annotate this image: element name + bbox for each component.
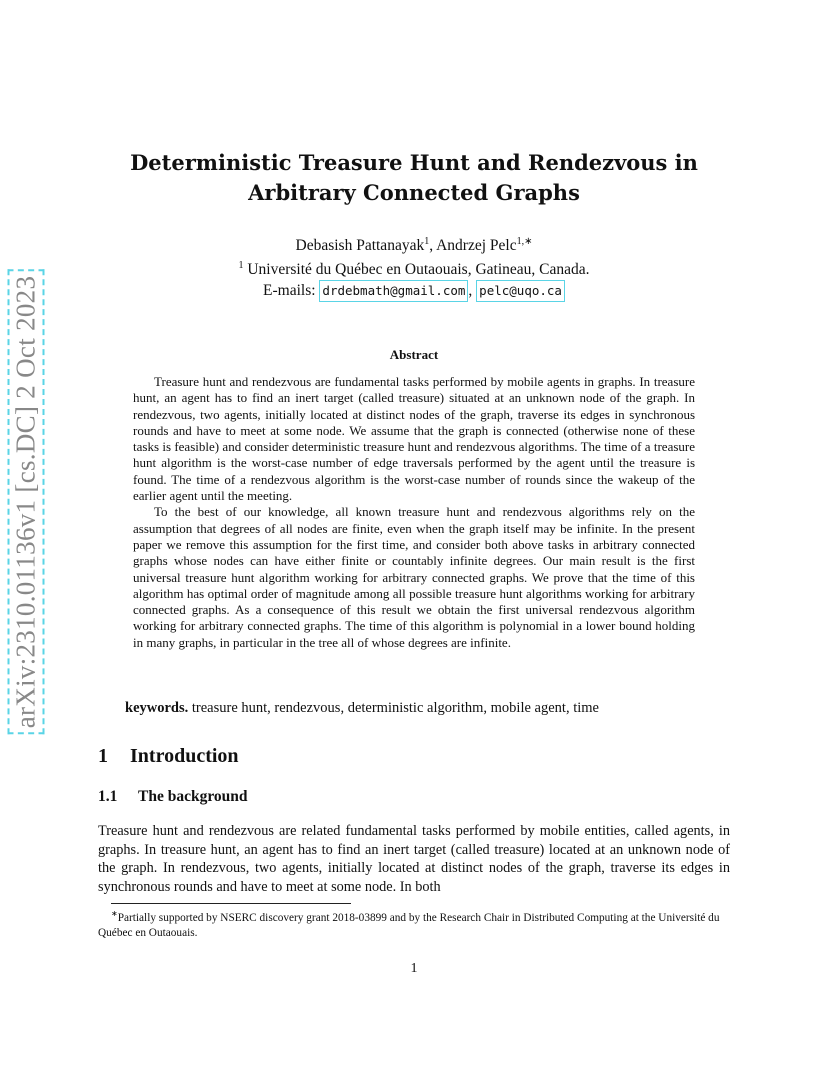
footnote-marker: ∗: [111, 909, 118, 918]
title-line-2: Arbitrary Connected Graphs: [248, 180, 580, 205]
section-title: Introduction: [130, 745, 239, 767]
email-sep: ,: [468, 282, 477, 300]
footnote-text: Partially supported by NSERC discovery grant 2018-03899 and by the Research Chair in Distributed Computing at the Université du Québec en Outaouais.: [98, 911, 720, 939]
footnote-rule: [111, 903, 351, 904]
subsection-heading-background: [98, 788, 248, 806]
email-link-2[interactable]: pelc@uqo.ca: [476, 280, 565, 302]
title-line-1: Deterministic Treasure Hunt and Rendezvous in: [130, 150, 698, 175]
abstract-paragraph-1: Treasure hunt and rendezvous are fundamental tasks performed by mobile agents in graphs. In treasure hunt, an agent has to find an inert target (called treasure) situated at an unknown node of the graph. In rendezvous, two agents, initially located at distinct nodes of the graph, traverse its edges in synchronous rounds and have to meet at some node. We assume that the graph is connected (otherwise none of these tasks is feasible) and consider deterministic treasure hunt and rendezvous algorithms. The time of a treasure hunt algorithm is the worst-case number of edge traversals performed by the agent until the treasure is found. The time of a rendezvous algorithm is the worst-case number of rounds since the wakeup of the earlier agent until the meeting.: [133, 374, 695, 504]
keywords: [125, 700, 705, 717]
email-link-1[interactable]: drdebmath@gmail.com: [319, 280, 468, 302]
affiliation: Université du Québec en Outaouais, Gatineau, Canada.: [243, 261, 590, 279]
section-number: 1: [98, 745, 108, 767]
subsection-title: The background: [138, 788, 248, 805]
arxiv-stamp-text[interactable]: arXiv:2310.01136v1 [cs.DC] 2 Oct 2023: [8, 270, 45, 735]
emails-label: E-mails:: [263, 282, 320, 300]
author-line: [100, 232, 728, 256]
footnote: [98, 906, 730, 941]
email-line: [100, 280, 728, 302]
section-heading-introduction: [98, 745, 239, 768]
affiliation-line: [100, 256, 728, 280]
keywords-label: keywords.: [125, 700, 189, 716]
author-1: Debasish Pattanayak: [295, 237, 425, 255]
author-2-sup: 1,∗: [516, 236, 533, 247]
author-sep: ,: [429, 237, 437, 255]
author-1-sup: 1: [424, 236, 430, 247]
paper-title: [100, 148, 728, 208]
abstract-paragraph-2: To the best of our knowledge, all known treasure hunt and rendezvous algorithms rely on the assumption that degrees of all nodes are finite, even when the graph itself may be infinite. In the present paper we remove this assumption for the first time, and consider both above tasks in arbitrary connected graphs whose nodes can have either finite or countably infinite degrees. Our main result is the first universal treasure hunt algorithm working for arbitrary connected graphs. We prove that the time of this algorithm has optimal order of magnitude among all possible treasure hunt algorithms working for arbitrary connected graphs. As a consequence of this result we obtain the first universal rendezvous algorithm working for arbitrary connected graphs. The time of this algorithm is polynomial in a lower bound holding in many graphs, in particular in the tree all of whose degrees are infinite.: [133, 504, 695, 650]
abstract: [133, 374, 695, 651]
page-number: 1: [410, 961, 418, 976]
arxiv-stamp: [6, 265, 46, 740]
author-block: [100, 232, 728, 302]
subsection-number: 1.1: [98, 788, 118, 805]
abstract-heading: Abstract: [389, 347, 439, 362]
author-2: Andrzej Pelc: [436, 237, 517, 255]
affiliation-sup: 1: [238, 260, 244, 272]
intro-paragraph: Treasure hunt and rendezvous are related fundamental tasks performed by mobile entities, called agents, in graphs. In treasure hunt, an agent has to find an inert target (called treasure) located at an unknown node of the graph. In rendezvous, two agents, initially located at distinct nodes of the graph, traverse its edges in synchronous rounds and have to meet at some node. In both: [98, 823, 730, 895]
keywords-text: treasure hunt, rendezvous, deterministic algorithm, mobile agent, time: [188, 700, 599, 716]
